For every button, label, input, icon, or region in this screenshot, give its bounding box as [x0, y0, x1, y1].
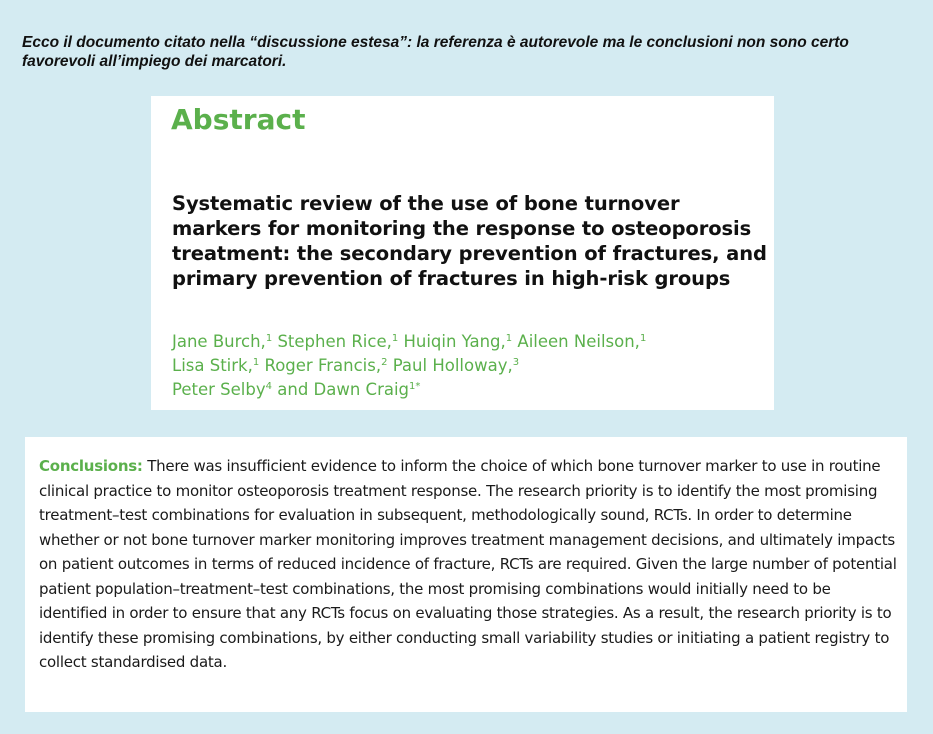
author-affiliation: 4	[265, 381, 272, 392]
author: Peter Selby$^4$	[172, 380, 272, 399]
conclusions-paragraph	[39, 454, 899, 675]
conclusions-card	[25, 437, 907, 712]
conclusions-body: There was insufficient evidence to inform the choice of which bone turnover marker to use in routine clinical practice to monitor osteoporosis treatment response. The research priority is to identify the most promising treatment–test combinations for evaluation in subsequent, methodologically sound, RCTs. In order to determine whether or not bone turnover marker monitoring improves treatment management decisions, and ultimately impacts on patient outcomes in terms of reduced incidence of fracture, RCTs are required. Given the large number of potential patient population–treatment–test combinations, the most promising combinations would initially need to be identified in order to ensure that any RCTs focus on evaluating those strategies. As a result, the research priority is to identify these promising combinations, by either conducting small variability studies or initiating a patient registry to collect standardised data.	[39, 457, 897, 671]
author-affiliation: 3	[512, 357, 520, 368]
author-affiliation: 1	[265, 333, 273, 344]
author: Roger Francis,$^2$	[264, 356, 388, 375]
intro-note: Ecco il documento citato nella “discussione estesa”: la referenza è autorevole ma le conclusioni non sono certo favorevoli all’impiego dei marcatori.	[22, 34, 849, 70]
author-affiliation: 1*	[409, 381, 421, 392]
author-affiliation: 1	[252, 357, 260, 368]
article-title: Systematic review of the use of bone turnover markers for monitoring the response to osteoporosis treatment: the secondary prevention of fractures, and primary prevention of fractures in high-risk groups	[172, 192, 767, 290]
author: and Dawn Craig$^{1*}$	[277, 380, 421, 399]
author: Aileen Neilson,$^1$	[517, 332, 647, 351]
abstract-card	[151, 96, 774, 410]
author-affiliation: 1	[505, 333, 513, 344]
abstract-heading: Abstract	[171, 103, 306, 136]
author: Lisa Stirk,$^1$	[172, 356, 260, 375]
author: Jane Burch,$^1$	[172, 332, 273, 351]
author-affiliation: 1	[391, 333, 399, 344]
author: Paul Holloway,$^3$	[392, 356, 520, 375]
author-affiliation: 2	[381, 357, 388, 368]
author-affiliation: 1	[639, 333, 647, 344]
author: Huiqin Yang,$^1$	[403, 332, 513, 351]
author: Stephen Rice,$^1$	[277, 332, 399, 351]
author-list	[172, 330, 772, 402]
conclusions-label: Conclusions:	[39, 457, 143, 475]
